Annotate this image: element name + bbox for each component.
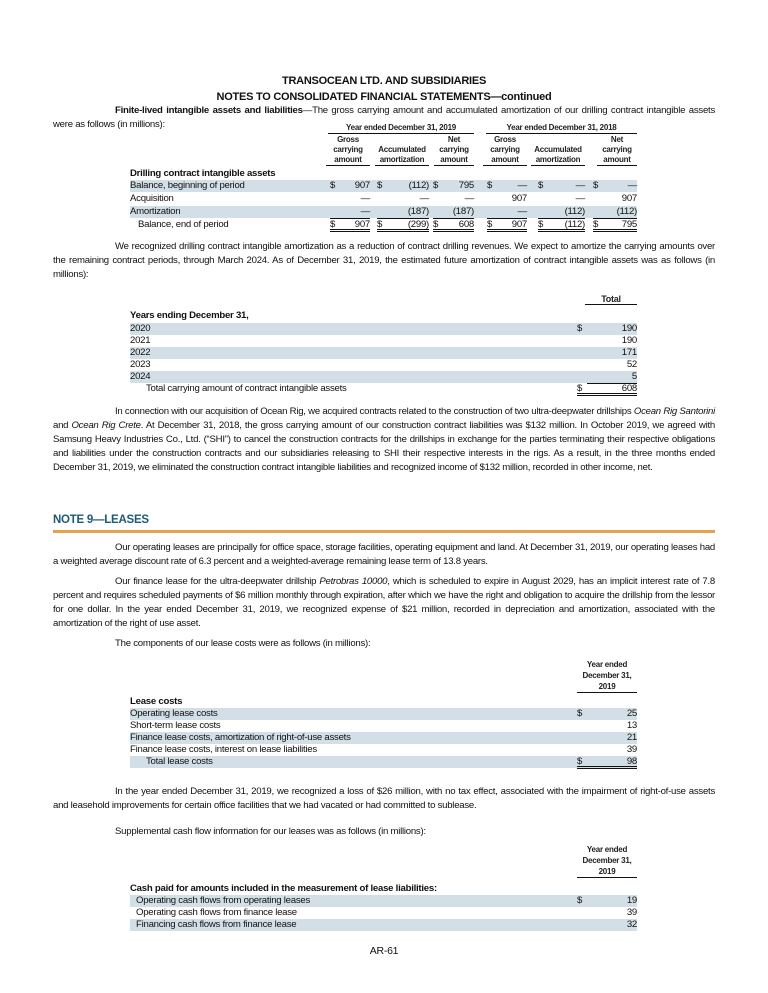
lease-cost-intro: The components of our lease costs were as follows (in millions): xyxy=(115,638,371,649)
cell-value: — xyxy=(360,193,370,204)
table-row xyxy=(130,895,637,907)
document-subtitle: NOTES TO CONSOLIDATED FINANCIAL STATEMENTS—continued xyxy=(216,91,552,103)
dollar-sign: $ xyxy=(577,895,583,906)
operating-leases-paragraph: Our operating leases are principally for office space, storage facilities, operating equipment and land. At December 31, 2019, our operating leases had a weighted average discount rate of 6.3 percent and a weighted-average remaining lease term of 13.8 years. xyxy=(53,542,715,567)
lease-costs-table xyxy=(130,660,637,780)
cash-flow-table xyxy=(130,845,637,935)
cell-value: 608 xyxy=(621,383,637,394)
table-row xyxy=(130,180,637,192)
future-amortization-table xyxy=(130,294,637,399)
cell-value: — xyxy=(330,206,370,219)
column-header: Net carrying amount xyxy=(434,135,474,166)
impairment-paragraph: In the year ended December 31, 2019, we recognized a loss of $26 million, with no tax effect, associated with the impairment of right-of-use assets and leasehold improvements for certain office facilities that we had vacated or had committed to sublease. xyxy=(53,786,715,811)
section-label: Cash paid for amounts included in the measurement of lease liabilities: xyxy=(130,883,437,894)
note-9-heading: NOTE 9—LEASES xyxy=(53,514,149,526)
dollar-sign: $ xyxy=(538,180,544,191)
dollar-sign: $ xyxy=(577,756,637,769)
row-label: Total lease costs xyxy=(146,756,213,767)
dollar-sign: $ xyxy=(433,219,474,232)
cell-value: 907 xyxy=(621,193,637,204)
table-row xyxy=(130,206,637,218)
table-row xyxy=(130,347,637,359)
column-header: Gross carrying amount xyxy=(483,135,527,166)
dollar-sign: $ xyxy=(433,180,439,191)
cell-value: — xyxy=(627,180,637,191)
table-row xyxy=(130,371,637,383)
row-label: Finance lease costs, amortization of right-of-use assets xyxy=(130,732,351,743)
column-header: December 31, xyxy=(582,671,632,680)
table-row xyxy=(130,720,637,732)
cell-value: 608 xyxy=(458,219,474,230)
finance-lease-paragraph: Our finance lease for the ultra-deepwater drillship Petrobras 10000, which is scheduled to expire in August 2029, has an implicit interest rate of 7.8 percent and requires scheduled payments of $6 million monthly through expiration, after which we have the right and obligation to acquire the drillship from the lessor for one dollar. In the year ended December 31, 2019, we recognized expense of $21 million, recorded in depreciation and amortization, associated with the amortization of the right of use asset. xyxy=(53,576,715,629)
cell-value: — xyxy=(487,206,527,219)
table-row xyxy=(130,323,637,335)
table-row xyxy=(130,756,637,768)
cell-value: 39 xyxy=(626,907,637,918)
section-label: Lease costs xyxy=(130,696,183,707)
cell-value: 5 xyxy=(587,371,637,384)
row-label: Total carrying amount of contract intangible assets xyxy=(146,383,347,394)
row-label: Balance, beginning of period xyxy=(130,180,245,191)
row-label: Operating lease costs xyxy=(130,708,218,719)
dollar-sign: $ xyxy=(593,180,599,191)
cell-value: 190 xyxy=(621,335,637,346)
table-row xyxy=(130,193,637,205)
row-label: Acquisition xyxy=(130,193,174,204)
column-header: Total xyxy=(585,294,637,305)
heading-rule xyxy=(53,530,715,533)
cell-value: 907 xyxy=(511,219,527,230)
row-label: 2023 xyxy=(130,359,151,370)
row-label: 2021 xyxy=(130,335,151,346)
column-header: Year ended xyxy=(586,660,628,669)
cell-value: (299) xyxy=(407,219,429,230)
row-label: 2022 xyxy=(130,347,151,358)
column-header: Accumulated amortization xyxy=(531,145,585,166)
intro-text: —The gross carrying amount and accumulated amortization of our drilling contract intangible assets were as follows (in millions): xyxy=(53,105,716,130)
cell-value: (112) xyxy=(564,219,585,230)
column-header: December 31, xyxy=(582,856,632,865)
column-header: Accumulated amortization xyxy=(375,145,429,166)
cell-value: 907 xyxy=(354,219,370,230)
cell-value: 19 xyxy=(626,895,637,906)
table-row xyxy=(130,219,637,231)
row-label: Short-term lease costs xyxy=(130,720,221,731)
cell-value: 907 xyxy=(354,180,370,191)
column-header: 2019 xyxy=(577,682,637,693)
cell-value: (187) xyxy=(433,206,474,219)
dollar-sign: $ xyxy=(487,219,527,232)
cell-value: — xyxy=(464,193,474,204)
cell-value: 98 xyxy=(626,756,637,767)
cell-value: 190 xyxy=(621,323,637,334)
column-header: Net carrying amount xyxy=(597,135,637,166)
dollar-sign: $ xyxy=(487,180,493,191)
table-row xyxy=(130,383,637,395)
cell-value: 795 xyxy=(621,219,637,230)
cell-value: 52 xyxy=(626,359,637,370)
cell-value: 25 xyxy=(626,708,637,719)
column-header: 2019 xyxy=(577,867,637,878)
row-label: Operating cash flows from operating leases xyxy=(136,895,311,906)
dollar-sign: $ xyxy=(577,708,583,719)
table-row xyxy=(130,708,637,720)
cell-value: 39 xyxy=(587,744,637,757)
dollar-sign: $ xyxy=(377,219,429,232)
cell-value: — xyxy=(575,180,585,191)
row-label: 2024 xyxy=(130,371,151,382)
amortization-paragraph: We recognized drilling contract intangible amortization as a reduction of contract drilling revenues. We expect to amortize the carrying amounts over the remaining contract periods, through March 2024. As of December 31, 2019, the estimated future amortization of contract intangible assets was as follows (in millions): xyxy=(53,241,715,280)
document-title: TRANSOCEAN LTD. AND SUBSIDIARIES xyxy=(281,75,487,87)
section-label: Drilling contract intangible assets xyxy=(130,168,276,179)
cell-value: 21 xyxy=(626,732,637,743)
intro-lead: Finite-lived intangible assets and liabilities xyxy=(115,105,303,116)
dollar-sign: $ xyxy=(593,219,637,232)
cell-value: (112) xyxy=(538,206,585,219)
drilling-contract-table xyxy=(130,123,637,235)
column-header: Year ended xyxy=(586,845,628,854)
dollar-sign: $ xyxy=(330,219,370,232)
row-label: Amortization xyxy=(130,206,181,217)
cell-value: (112) xyxy=(408,180,429,191)
table-row xyxy=(130,359,637,371)
cell-value: — xyxy=(575,193,585,204)
row-label: Operating cash flows from finance lease xyxy=(136,907,297,918)
cell-value: 32 xyxy=(626,919,637,930)
table-row xyxy=(130,744,637,756)
table-row xyxy=(130,919,637,931)
dollar-sign: $ xyxy=(577,383,637,396)
dollar-sign: $ xyxy=(538,219,585,232)
column-header: Gross carrying amount xyxy=(326,135,370,166)
cell-value: — xyxy=(419,193,429,204)
cash-flow-intro: Supplemental cash flow information for our leases was as follows (in millions): xyxy=(115,826,426,837)
cell-value: — xyxy=(517,180,527,191)
cell-value: 795 xyxy=(458,180,474,191)
group-header: Year ended December 31, 2018 xyxy=(486,123,637,134)
page-number: AR-61 xyxy=(369,945,399,957)
cell-value: (112) xyxy=(593,206,637,219)
cell-value: 13 xyxy=(626,720,637,731)
ocean-rig-paragraph: In connection with our acquisition of Ocean Rig, we acquired contracts related to the construction of two ultra-deepwater drillships Ocean Rig Santorini and Ocean Rig Crete. At December 31, 2018, the gross carrying amount of our construction contract liabilities was $132 million. In October 2019, we agreed with Samsung Heavy Industries Co., Ltd. (“SHI”) to cancel the construction contracts for the drillships in exchange for the parties terminating their respective obligations and liabilities under the construction contracts and our subsidiaries releasing to SHI their respective interests in the rigs. As a result, in the three months ended December 31, 2019, we eliminated the construction contract intangible liabilities and recognized income of $132 million, recorded in other income, net. xyxy=(53,406,716,473)
row-label: Financing cash flows from finance lease xyxy=(136,919,297,930)
dollar-sign: $ xyxy=(330,180,336,191)
dollar-sign: $ xyxy=(377,180,383,191)
row-label: Balance, end of period xyxy=(138,219,229,230)
dollar-sign: $ xyxy=(577,323,583,334)
table-row xyxy=(130,907,637,919)
cell-value: 907 xyxy=(511,193,527,204)
cell-value: (187) xyxy=(377,206,429,219)
row-label: Finance lease costs, interest on lease liabilities xyxy=(130,744,317,755)
table-row xyxy=(130,732,637,744)
section-label: Years ending December 31, xyxy=(130,310,249,321)
table-row xyxy=(130,335,637,347)
cell-value: 171 xyxy=(621,347,637,358)
group-header: Year ended December 31, 2019 xyxy=(328,123,474,134)
row-label: 2020 xyxy=(130,323,151,334)
